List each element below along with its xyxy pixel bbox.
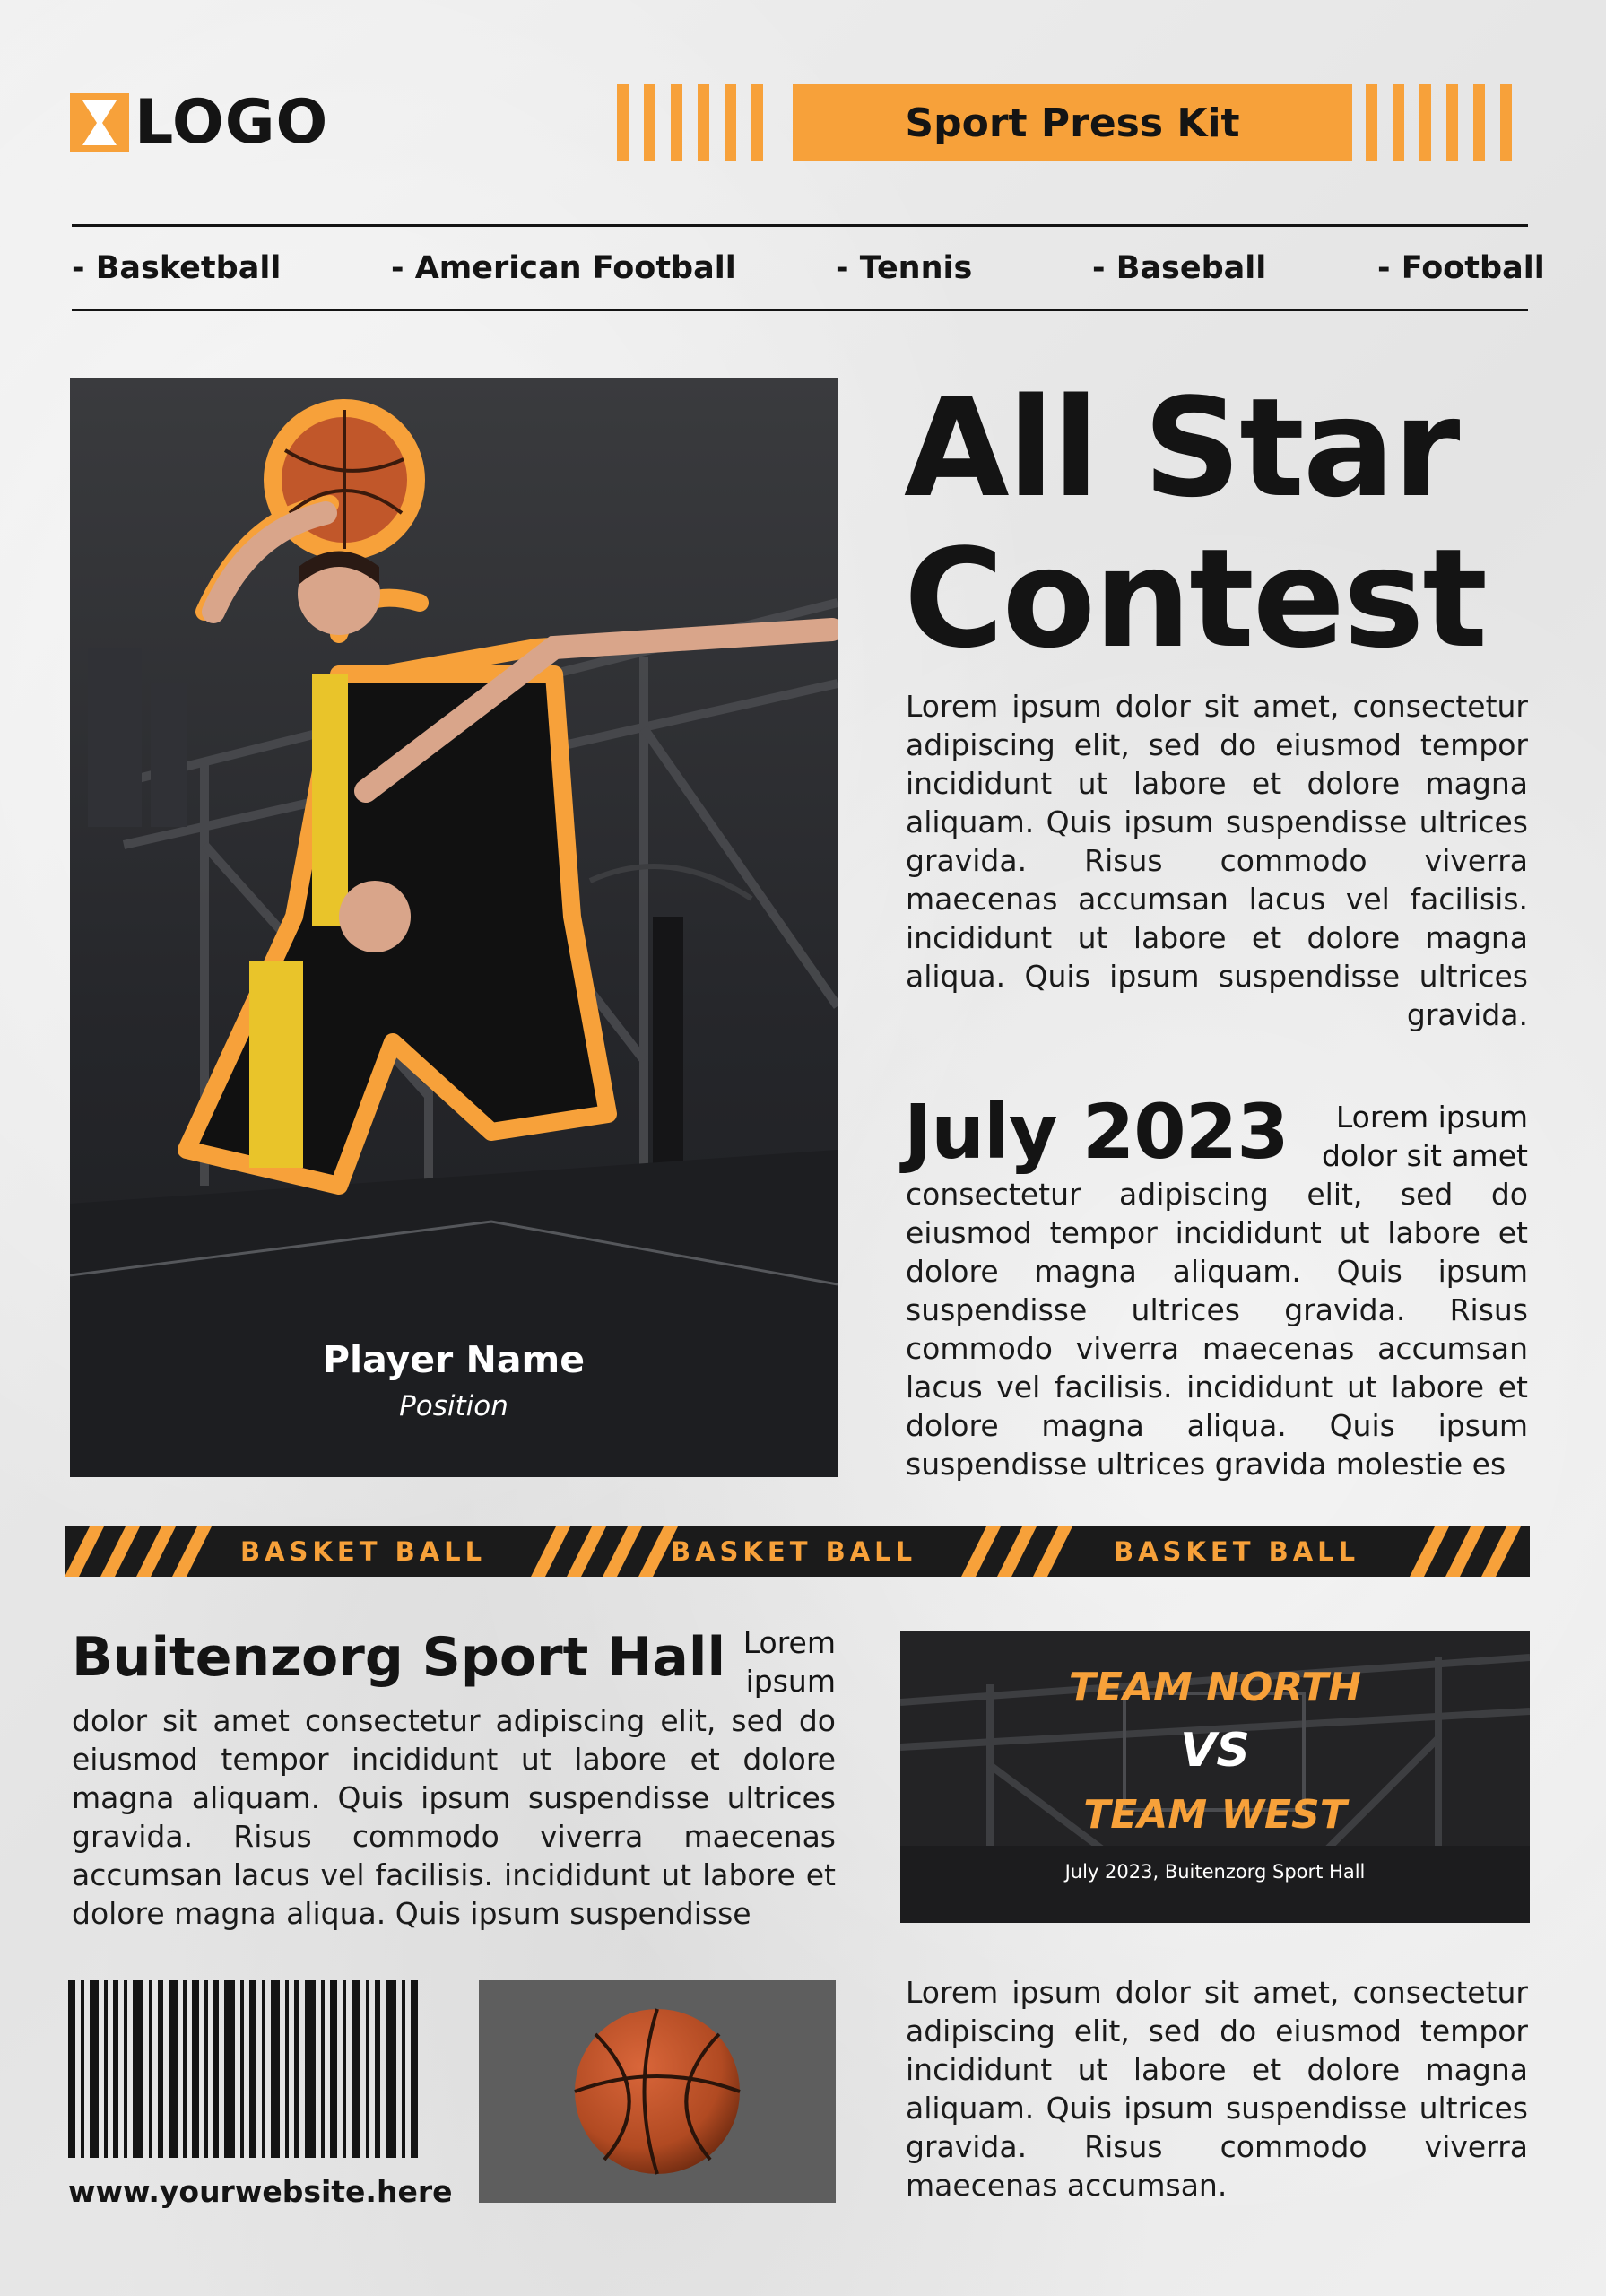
footer-paragraph: Lorem ipsum dolor sit amet, consectetur adipiscing elit, sed do eiusmod tempor incididunt ut labore et dolore magna aliquam. Quis ipsum suspendisse ultrices gravida. Risus commodo viverra maecenas accumsan. [906,1975,1528,2203]
decor-stripes-right [1366,84,1512,161]
basketball-banner [65,1526,1530,1577]
versus-label: VS [1180,1724,1250,1778]
basketball-icon [479,1980,836,2203]
banner-label-1: BASKET BALL [240,1536,487,1567]
banner-label-3: BASKET BALL [1114,1536,1360,1567]
ball-image [479,1980,836,2203]
player-photo [70,378,838,1477]
venue-paragraph-start: Lorem ipsum [742,1625,836,1699]
logo [70,87,329,158]
nav-item-baseball[interactable]: - Baseball [1092,250,1267,286]
date-paragraph-start: Lorem ipsum dolor sit amet [1322,1100,1528,1173]
team-b: TEAM WEST [1083,1792,1347,1838]
venue-paragraph: dolor sit amet consectetur adipiscing elit, sed do eiusmod tempor incididunt ut labore et dolore magna aliquam. Quis ipsum suspendisse ultrices gravida. Risus commodo viverra maecenas accumsan lacus vel facilisis. incididunt ut labore et dolore magna aliqua. Quis ipsum suspendisse [72,1703,836,1931]
match-info: July 2023, Buitenzorg Sport Hall [1064,1861,1366,1883]
divider-bottom [72,309,1528,311]
divider-top [72,224,1528,227]
court-background [70,378,838,1477]
decor-stripes-left [617,84,763,161]
website-link[interactable]: www.yourwebsite.here [68,2174,453,2209]
match-card [900,1631,1530,1923]
player-name: Player Name [322,1338,586,1381]
barcode-icon [68,1980,420,2158]
nav-item-football[interactable]: - Football [1377,250,1545,286]
nav-item-tennis[interactable]: - Tennis [836,250,973,286]
banner-label-2: BASKET BALL [671,1536,917,1567]
intro-paragraph: Lorem ipsum dolor sit amet, consectetur adipiscing elit, sed do eiusmod tempor incididunt ut labore et dolore magna aliquam. Quis ipsum suspendisse ultrices gravida. Risus commodo viverra maecenas accumsan lacus vel facilisis. incididunt ut labore et dolore magna aliqua. Quis ipsum suspendisse ultrices gravida. [906,689,1528,1032]
nav-item-american-football[interactable]: - American Football [391,250,736,286]
nav-item-basketball[interactable]: - Basketball [72,250,282,286]
player-position: Position [399,1390,508,1422]
venue-heading: Buitenzorg Sport Hall [72,1626,726,1689]
hourglass-icon [70,93,129,152]
date-paragraph: consectetur adipiscing elit, sed do eiusmod tempor incididunt ut labore et dolore magna aliquam. Quis ipsum suspendisse ultrices gravida. Risus commodo viverra maecenas accumsan lacus vel facilisis. incididunt ut labore et dolore magna aliqua. Quis ipsum suspendisse ultrices gravida molestie es [906,1177,1528,1482]
headline [904,369,1532,678]
headline-line-1: All Star [904,369,1459,527]
logo-text: LOGO [135,87,329,158]
date-heading: July 2023 [904,1088,1289,1176]
team-a: TEAM NORTH [1068,1665,1362,1710]
headline-line-2: Contest [904,519,1487,678]
sport-nav [72,244,1545,292]
press-kit-banner: Sport Press Kit [793,84,1352,161]
